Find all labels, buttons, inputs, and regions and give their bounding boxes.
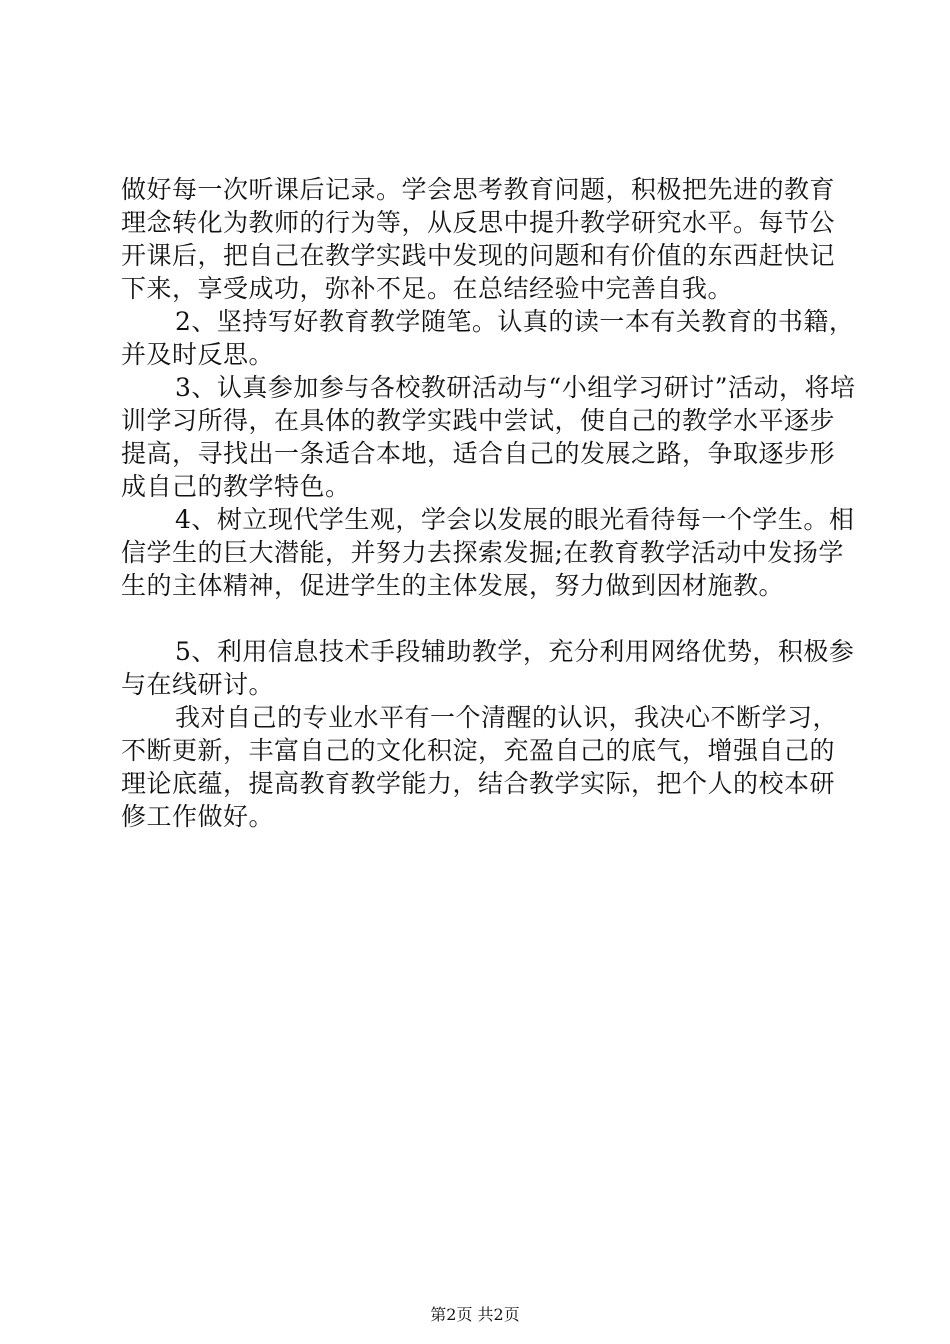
paragraph-continuation: 做好每一次听课后记录。学会思考教育问题，积极把先进的教育理念转化为教师的行为等，从反思中提升教学研究水平。每节公开课后，把自己在教学实践中发现的问题和有价值的东西赶快记下来，享受成功，弥补不足。在总结经验中完善自我。 — [121, 175, 836, 303]
paragraph-conclusion: 我对自己的专业水平有一个清醒的认识，我决心不断学习，不断更新，丰富自己的文化积淀，充盈自己的底气，增强自己的理论底蕴，提高教育教学能力，结合教学实际，把个人的校本研修工作做好。 — [121, 703, 839, 831]
paragraph-item-3: 3、认真参加参与各校教研活动与“小组学习研讨”活动，将培训学习所得，在具体的教学实践中尝试，使自己的教学水平逐步提高，寻找出一条适合本地，适合自己的发展之路，争取逐步形成自己的教学特色。 — [121, 373, 856, 501]
page-footer — [0, 1305, 950, 1325]
paragraph-item-2: 2、坚持写好教育教学随笔。认真的读一本有关教育的书籍，并及时反思。 — [121, 307, 855, 369]
page-number-label: 第2页 共2页 — [430, 1305, 520, 1324]
paragraph-item-5: 5、利用信息技术手段辅助教学，充分利用网络优势，积极参与在线研讨。 — [121, 637, 855, 699]
paragraph-item-4: 4、树立现代学生观，学会以发展的眼光看待每一个学生。相信学生的巨大潜能，并努力去探索发掘;在教育教学活动中发扬学生的主体精神，促进学生的主体发展，努力做到因材施教。 — [121, 505, 855, 600]
document-body — [121, 173, 856, 833]
